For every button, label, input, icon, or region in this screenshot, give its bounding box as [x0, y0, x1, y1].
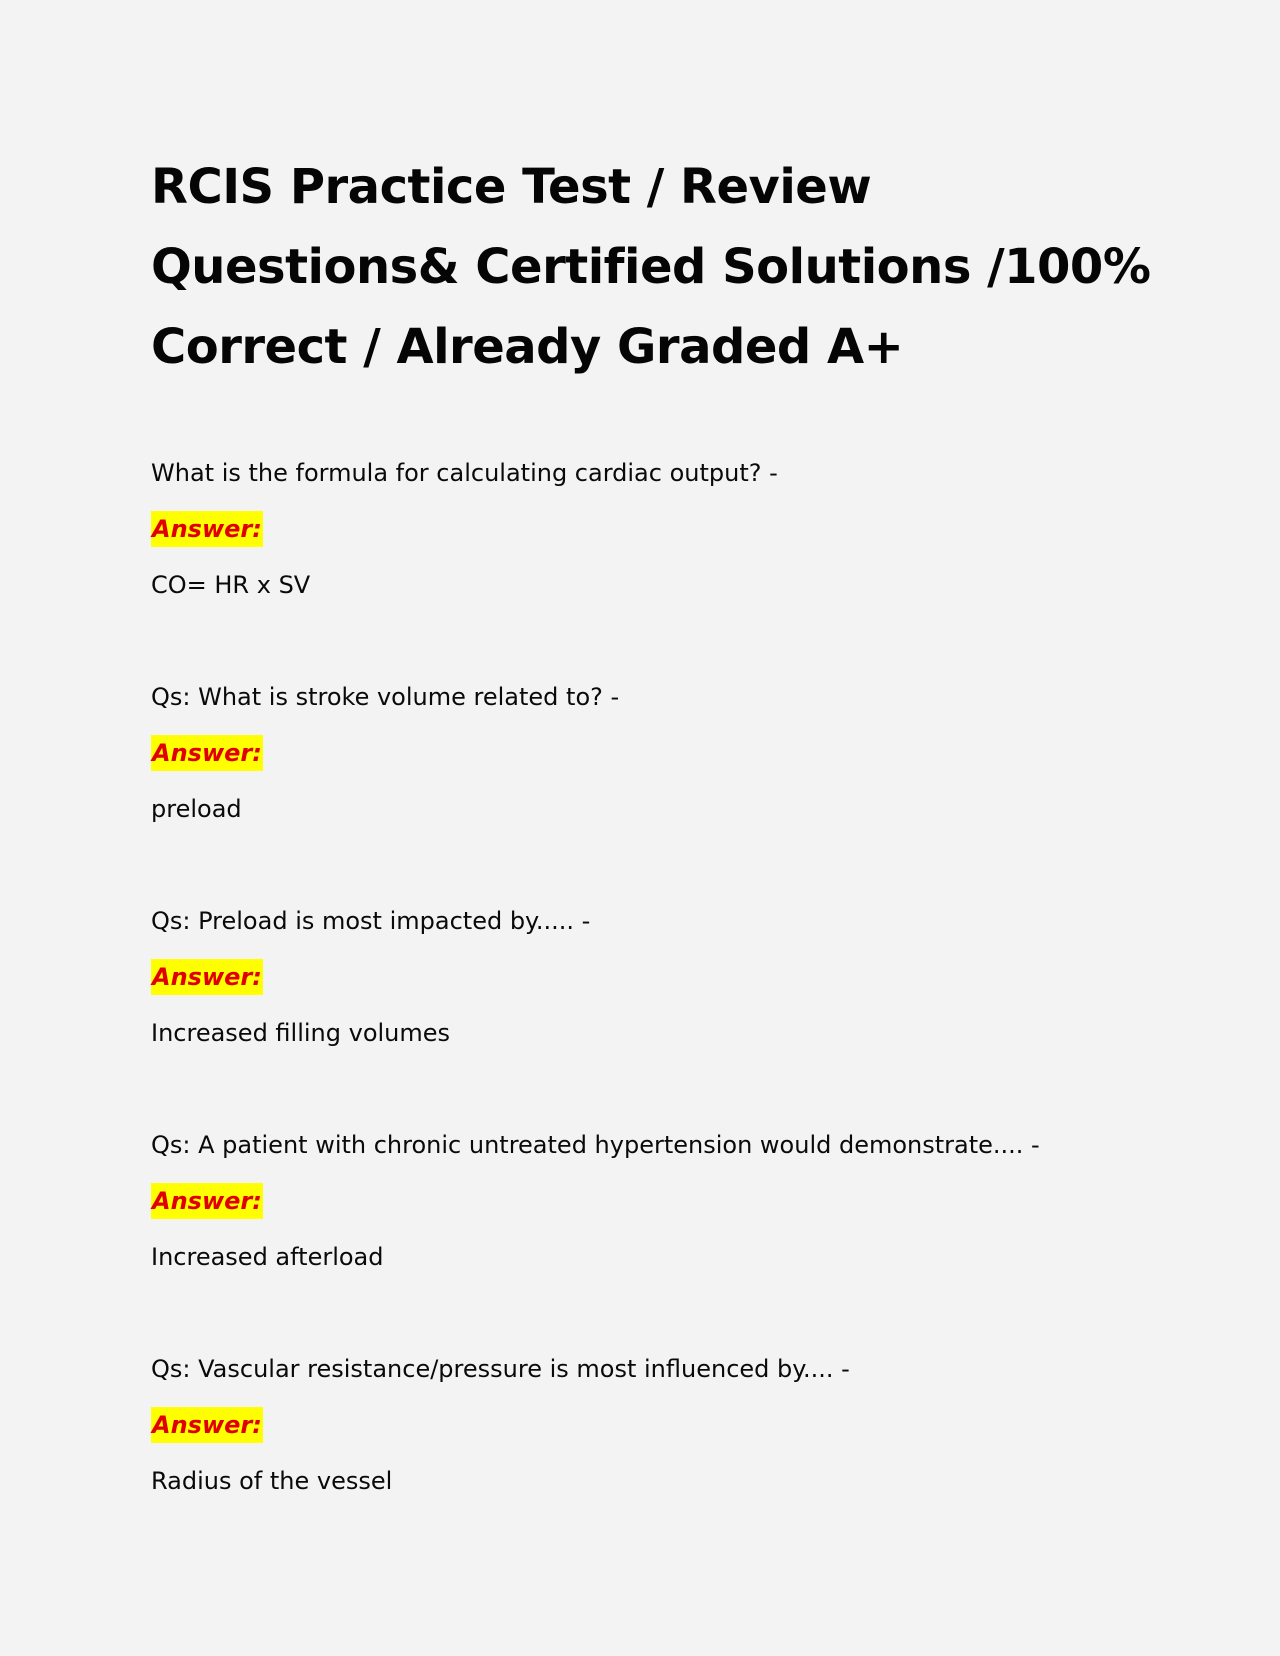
answer-text: CO= HR x SV	[151, 571, 311, 599]
document-title: RCIS Practice Test / Review Questions& Certified Solutions /100% Correct / Already Graded A+	[151, 159, 1151, 375]
qa-item	[151, 903, 1201, 1127]
qa-item	[151, 1351, 1201, 1575]
answer-text: preload	[151, 795, 242, 823]
answer-label: Answer:	[151, 1183, 263, 1219]
answer-label: Answer:	[151, 1407, 263, 1443]
answer-label-row	[151, 959, 1201, 1015]
qa-item	[151, 1127, 1201, 1351]
qa-item	[151, 455, 1201, 679]
answer-text: Radius of the vessel	[151, 1467, 393, 1495]
answer-label: Answer:	[151, 735, 263, 771]
question-text: Qs: Vascular resistance/pressure is most influenced by.... -	[151, 1355, 850, 1383]
answer-label-row	[151, 1183, 1201, 1239]
question-text: Qs: A patient with chronic untreated hypertension would demonstrate.... -	[151, 1131, 1040, 1159]
answer-text: Increased afterload	[151, 1243, 384, 1271]
question-text: Qs: Preload is most impacted by..... -	[151, 907, 591, 935]
question-text: What is the formula for calculating cardiac output? -	[151, 459, 778, 487]
answer-label-row	[151, 511, 1201, 567]
answer-text: Increased filling volumes	[151, 1019, 451, 1047]
question-text: Qs: What is stroke volume related to? -	[151, 683, 620, 711]
answer-label: Answer:	[151, 511, 263, 547]
answer-label-row	[151, 735, 1201, 791]
qa-item	[151, 679, 1201, 903]
answer-label: Answer:	[151, 959, 263, 995]
qa-list	[151, 455, 1201, 1575]
answer-label-row	[151, 1407, 1201, 1463]
